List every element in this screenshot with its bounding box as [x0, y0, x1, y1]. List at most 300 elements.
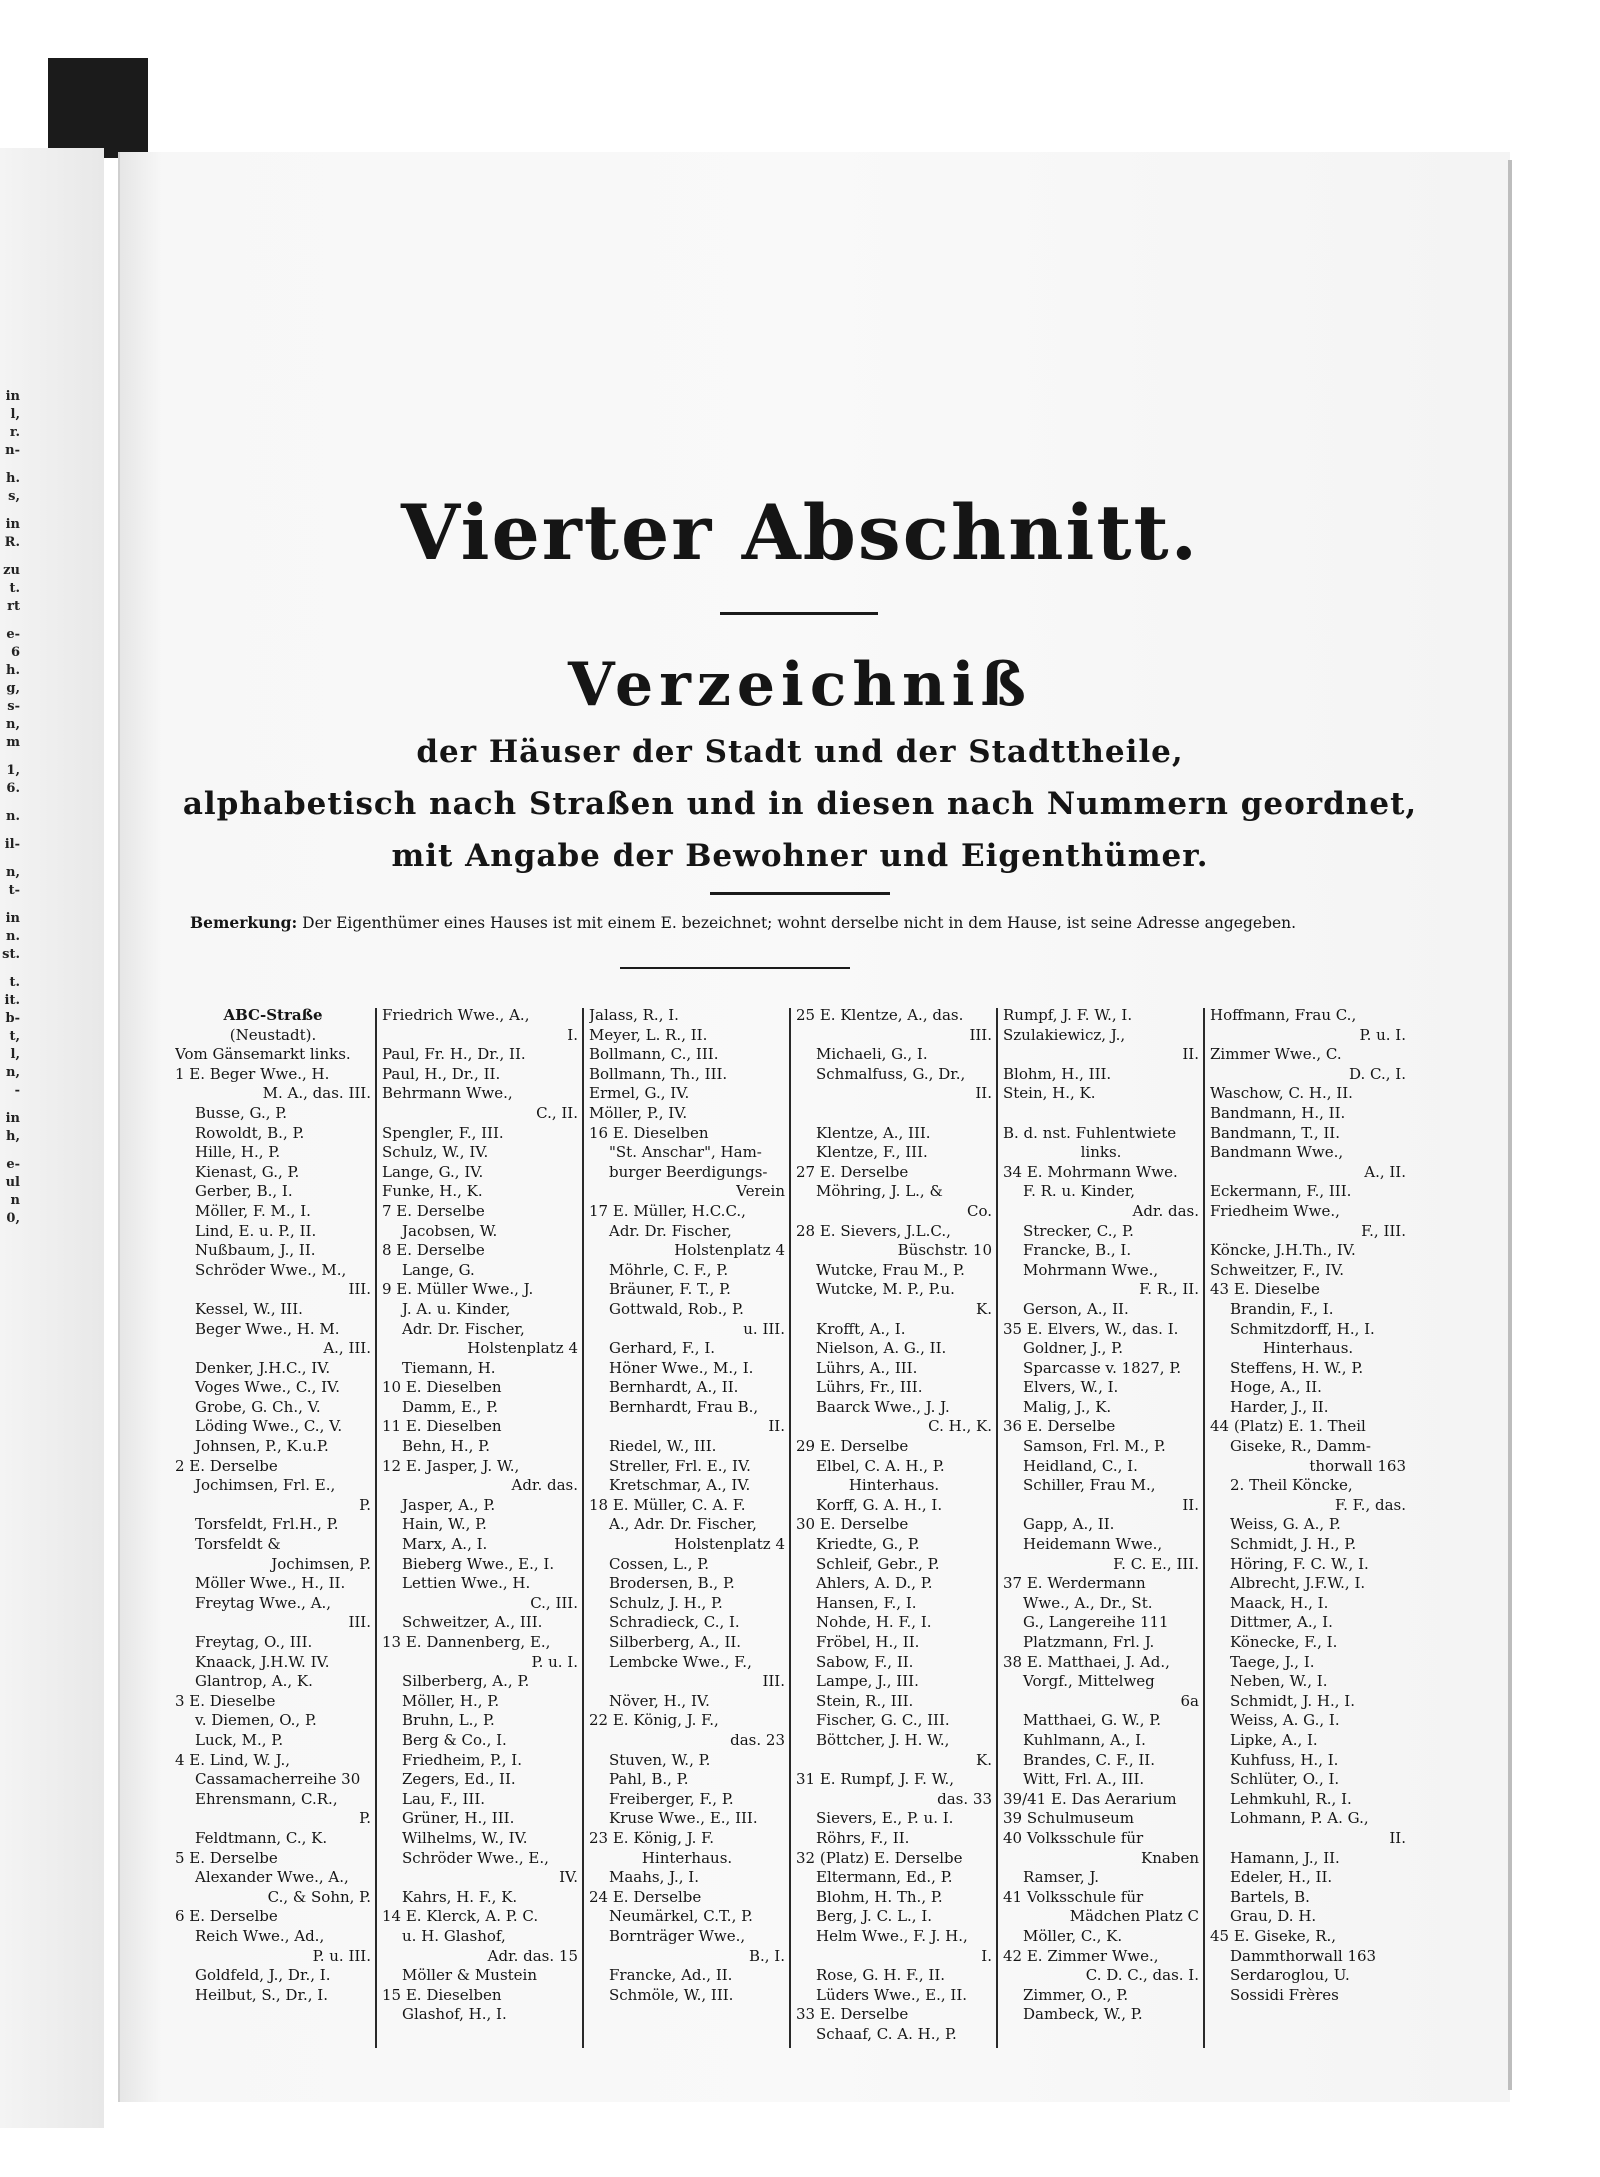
list-entry: 45 E. Giseke, R., — [1210, 1926, 1337, 1945]
list-entry: Adr. Dr. Fischer, — [402, 1319, 525, 1338]
list-entry: 1 E. Beger Wwe., H. — [175, 1064, 330, 1083]
list-entry: Lührs, Fr., III. — [816, 1378, 923, 1397]
list-entry: Schulz, J. H., P. — [609, 1593, 723, 1612]
list-entry: Maahs, J., I. — [609, 1868, 699, 1887]
list-entry: 6 E. Derselbe — [175, 1907, 278, 1926]
list-entry: Verein — [736, 1182, 785, 1201]
list-entry: Nohde, H. F., I. — [816, 1613, 932, 1632]
list-entry: Damm, E., P. — [402, 1397, 499, 1416]
fragment: 1, — [6, 763, 20, 778]
list-entry: Holstenplatz 4 — [674, 1241, 785, 1260]
list-entry: Bieberg Wwe., E., I. — [402, 1554, 555, 1573]
list-entry: Höring, F. C. W., I. — [1230, 1554, 1369, 1573]
list-entry: Taege, J., I. — [1230, 1652, 1315, 1671]
fragment — [0, 1100, 20, 1110]
list-entry: Ramser, J. — [1023, 1868, 1100, 1887]
list-entry: Hinterhaus. — [1262, 1339, 1354, 1358]
list-entry: Alexander Wwe., A., — [195, 1868, 349, 1887]
list-entry: 14 E. Klerck, A. P. C. — [382, 1907, 539, 1926]
list-entry: M. A., das. III. — [262, 1084, 371, 1103]
list-entry: Jasper, A., P. — [402, 1495, 496, 1514]
list-entry: thorwall 163 — [1309, 1456, 1406, 1475]
list-entry: Tiemann, H. — [402, 1358, 496, 1377]
fragment — [0, 1146, 20, 1156]
list-entry: 23 E. König, J. F. — [589, 1828, 714, 1847]
list-entry: Növer, H., IV. — [609, 1691, 710, 1710]
list-entry: Lange, G. — [402, 1260, 475, 1279]
list-entry: 16 E. Dieselben — [589, 1123, 709, 1142]
list-entry: Malig, J., K. — [1023, 1397, 1112, 1416]
list-entry: 42 E. Zimmer Wwe., — [1003, 1946, 1159, 1965]
list-entry: 5 E. Derselbe — [175, 1848, 278, 1867]
column-1 — [175, 1006, 371, 2051]
list-entry: Schmidt, J. H., P. — [1230, 1535, 1357, 1554]
list-entry: A., Adr. Dr. Fischer, — [609, 1515, 757, 1534]
list-entry: Hamann, J., II. — [1230, 1848, 1340, 1867]
list-entry: F., III. — [1361, 1221, 1406, 1240]
list-entry: Löding Wwe., C., V. — [195, 1417, 343, 1436]
remark — [190, 912, 1410, 934]
fragment — [0, 616, 20, 626]
list-entry: Baarck Wwe., J. J. — [816, 1397, 950, 1416]
list-entry: Cossen, L., P. — [609, 1554, 710, 1573]
list-entry: 36 E. Derselbe — [1003, 1417, 1116, 1436]
list-entry: Lehmkuhl, R., I. — [1230, 1789, 1352, 1808]
description-line-2: alphabetisch nach Straßen und in diesen nach Nummern geordnet, — [182, 786, 1418, 822]
list-entry: Stein, H., K. — [1003, 1084, 1096, 1103]
list-entry: 25 E. Klentze, A., das. — [796, 1006, 964, 1024]
list-entry: Co. — [966, 1201, 992, 1220]
list-entry: 43 E. Dieselbe — [1210, 1280, 1320, 1299]
fragment: b- — [5, 1011, 20, 1026]
list-entry: Gapp, A., II. — [1023, 1515, 1115, 1534]
list-entry: Edeler, H., II. — [1230, 1868, 1333, 1887]
list-entry: Bernhardt, A., II. — [609, 1378, 739, 1397]
fragment: l, — [10, 1047, 20, 1062]
list-entry: Lembcke Wwe., F., — [609, 1652, 752, 1671]
fragment — [0, 826, 20, 836]
list-entry: Böttcher, J. H. W., — [816, 1730, 950, 1749]
list-entry: Dammthorwall 163 — [1230, 1946, 1377, 1965]
fragment: in — [5, 1111, 20, 1126]
list-entry: Wutcke, Frau M., P. — [816, 1260, 965, 1279]
list-entry: Lipke, A., I. — [1230, 1730, 1318, 1749]
list-entry: Röhrs, F., II. — [816, 1828, 910, 1847]
list-entry: F. R. u. Kinder, — [1023, 1182, 1136, 1201]
fragment: il- — [4, 837, 20, 852]
list-entry: Serdaroglou, U. — [1230, 1966, 1350, 1985]
list-entry: Brandin, F., I. — [1230, 1299, 1334, 1318]
list-entry: Bollmann, C., III. — [589, 1045, 719, 1064]
list-entry: III. — [348, 1613, 371, 1632]
list-entry: Johnsen, P., K.u.P. — [195, 1437, 329, 1456]
list-entry: Gottwald, Rob., P. — [609, 1299, 744, 1318]
list-entry: Feldtmann, C., K. — [195, 1828, 328, 1847]
list-entry: Zimmer Wwe., C. — [1210, 1045, 1342, 1064]
list-entry: Fischer, G. C., III. — [816, 1711, 950, 1730]
fragment: zu — [3, 563, 20, 578]
list-entry: Hinterhaus. — [641, 1848, 733, 1867]
column-3 — [589, 1006, 785, 2051]
list-entry: D. C., I. — [1349, 1064, 1406, 1083]
list-entry: Bernhardt, Frau B., — [609, 1397, 759, 1416]
list-entry: III. — [969, 1025, 992, 1044]
list-entry: Weiss, G. A., P. — [1230, 1515, 1341, 1534]
list-entry: P. u. I. — [1359, 1025, 1406, 1044]
list-entry: Kretschmar, A., IV. — [609, 1476, 751, 1495]
list-entry: Fröbel, H., II. — [816, 1633, 920, 1651]
list-entry: 37 E. Werdermann — [1003, 1574, 1146, 1593]
list-entry: III. — [762, 1672, 785, 1691]
list-entry: Lettien Wwe., H. — [402, 1574, 531, 1593]
list-entry: Hoffmann, Frau C., — [1210, 1006, 1357, 1024]
list-entry: Brodersen, B., P. — [609, 1574, 735, 1593]
list-entry: Jalass, R., I. — [589, 1006, 679, 1024]
list-entry: Kienast, G., P. — [195, 1162, 300, 1181]
fragment: it. — [4, 993, 20, 1008]
fragment: t. — [9, 581, 20, 596]
list-entry: Bandmann Wwe., — [1210, 1143, 1344, 1162]
fragment: 0, — [6, 1211, 20, 1226]
fragment: r. — [9, 425, 20, 440]
list-entry: Gerhard, F., I. — [609, 1339, 716, 1358]
description-rule — [710, 892, 890, 895]
list-entry: Denker, J.H.C., IV. — [195, 1358, 331, 1377]
list-entry: Möller, H., P. — [402, 1691, 500, 1710]
list-entry: Schmöle, W., III. — [609, 1985, 734, 2004]
list-entry: Gerson, A., II. — [1023, 1299, 1129, 1318]
list-entry: 10 E. Dieselben — [382, 1378, 502, 1397]
list-entry: 6a — [1180, 1691, 1199, 1710]
fragment: rt — [7, 599, 20, 614]
fragment: n, — [6, 865, 20, 880]
list-entry: Höner Wwe., M., I. — [609, 1358, 754, 1377]
list-entry: links. — [1080, 1143, 1122, 1162]
list-entry: C., II. — [536, 1103, 578, 1122]
list-entry: Harder, J., II. — [1230, 1397, 1329, 1416]
list-entry: Eltermann, Ed., P. — [816, 1868, 953, 1887]
list-entry: Glantrop, A., K. — [195, 1672, 313, 1691]
list-entry: Schiller, Frau M., — [1023, 1476, 1156, 1495]
list-entry: Wutcke, M. P., P.u. — [816, 1280, 955, 1299]
list-entry: Grau, D. H. — [1230, 1907, 1317, 1926]
list-entry: Zegers, Ed., II. — [402, 1770, 516, 1789]
fragment: l, — [10, 407, 20, 422]
title-rule — [720, 612, 878, 615]
list-entry: 30 E. Derselbe — [796, 1515, 909, 1534]
remark-text: Der Eigenthümer eines Hauses ist mit einem E. bezeichnet; wohnt derselbe nicht in dem Hause, ist seine Adresse angegeben. — [302, 914, 1297, 932]
fragment: n, — [6, 717, 20, 732]
list-entry: Glashof, H., I. — [402, 2005, 507, 2024]
list-entry: Kessel, W., III. — [195, 1299, 303, 1318]
list-entry: Riedel, W., III. — [609, 1437, 717, 1456]
list-entry: 31 E. Rumpf, J. F. W., — [796, 1770, 954, 1789]
column-6 — [1210, 1006, 1406, 2051]
fragment: ul — [5, 1175, 20, 1190]
list-entry: Luck, M., P. — [195, 1730, 284, 1749]
list-entry: das. 33 — [937, 1789, 992, 1808]
list-entry: Büschstr. 10 — [897, 1241, 992, 1260]
fragment: n. — [6, 929, 20, 944]
list-entry: F. R., II. — [1139, 1280, 1199, 1299]
register-heading: Verzeichniß — [567, 650, 1033, 720]
fragment: s, — [8, 489, 20, 504]
list-entry: Hain, W., P. — [402, 1515, 487, 1534]
list-entry: P. u. III. — [312, 1946, 371, 1965]
list-entry: Kahrs, H. F., K. — [402, 1887, 518, 1906]
fragment: t, — [9, 1029, 20, 1044]
list-entry: Bartels, B. — [1230, 1887, 1310, 1906]
list-entry: K. — [976, 1299, 992, 1318]
list-entry: Platzmann, Frl. J. — [1023, 1633, 1155, 1651]
list-entry: Francke, B., I. — [1023, 1241, 1132, 1260]
list-entry: Funke, H., K. — [382, 1182, 483, 1201]
fragment: t. — [9, 975, 20, 990]
fragment: g, — [6, 681, 20, 696]
list-entry: Zimmer, O., P. — [1023, 1985, 1129, 2004]
list-entry: Matthaei, G. W., P. — [1023, 1711, 1162, 1730]
list-entry: Francke, Ad., II. — [609, 1966, 733, 1985]
list-entry: Silberberg, A., P. — [402, 1672, 530, 1691]
list-entry: 33 E. Derselbe — [796, 2005, 909, 2024]
list-entry: Brandes, C. F., II. — [1023, 1750, 1155, 1769]
list-entry: Lampe, J., III. — [816, 1672, 919, 1691]
list-entry: Lind, E. u. P., II. — [195, 1221, 317, 1240]
list-entry: Neumärkel, C.T., P. — [609, 1907, 753, 1926]
list-entry: Friedrich Wwe., A., — [382, 1006, 530, 1024]
list-entry: P. u. I. — [531, 1652, 578, 1671]
list-entry: A., III. — [323, 1339, 371, 1358]
list-entry: Lange, G., IV. — [382, 1162, 484, 1181]
list-entry: Möhrle, C. F., P. — [609, 1260, 729, 1279]
list-entry: Adr. das. 15 — [487, 1946, 578, 1965]
list-entry: Krofft, A., I. — [816, 1319, 906, 1338]
fragment: m — [6, 735, 20, 750]
book-spine — [48, 58, 148, 158]
list-entry: Korff, G. A. H., I. — [816, 1495, 943, 1514]
list-entry: 11 E. Dieselben — [382, 1417, 502, 1436]
list-entry: Freytag, O., III. — [195, 1633, 313, 1651]
list-entry: 2. Theil Köncke, — [1230, 1476, 1353, 1495]
list-entry: Cassamacherreihe 30 — [195, 1770, 361, 1789]
address-columns — [175, 1006, 1415, 2051]
fragment: h, — [6, 1129, 20, 1144]
list-entry: Maack, H., I. — [1230, 1593, 1329, 1612]
list-entry: C. D. C., das. I. — [1085, 1966, 1199, 1985]
list-entry: Ermel, G., IV. — [589, 1084, 690, 1103]
list-entry: Behrmann Wwe., — [382, 1084, 513, 1103]
list-entry: Goldner, J., P. — [1023, 1339, 1123, 1358]
fragment: in — [5, 911, 20, 926]
list-entry: C., & Sohn, P. — [267, 1887, 371, 1906]
list-entry: C. H., K. — [928, 1417, 992, 1436]
list-entry: Möller, C., K. — [1023, 1926, 1123, 1945]
list-entry: I. — [567, 1025, 578, 1044]
list-entry: J. A. u. Kinder, — [402, 1299, 511, 1318]
list-entry: u. H. Glashof, — [402, 1926, 506, 1945]
list-entry: P. — [359, 1495, 371, 1514]
list-entry: K. — [976, 1750, 992, 1769]
list-entry: Reich Wwe., Ad., — [195, 1926, 325, 1945]
list-entry: Bandmann, H., II. — [1210, 1103, 1346, 1122]
list-entry: Bräuner, F. T., P. — [609, 1280, 731, 1299]
list-entry: Freytag Wwe., A., — [195, 1593, 332, 1612]
list-entry: Jochimsen, P. — [271, 1554, 371, 1573]
list-entry: Witt, Frl. A., III. — [1023, 1770, 1145, 1789]
list-entry: 29 E. Derselbe — [796, 1437, 909, 1456]
list-entry: 8 E. Derselbe — [382, 1241, 485, 1260]
list-entry: 35 E. Elvers, W., das. I. — [1003, 1319, 1179, 1338]
list-entry: Mohrmann Wwe., — [1023, 1260, 1159, 1279]
list-entry: Holstenplatz 4 — [674, 1535, 785, 1554]
list-entry: Möller Wwe., H., II. — [195, 1574, 346, 1593]
list-entry: 28 E. Sievers, J.L.C., — [796, 1221, 951, 1240]
list-entry: (Neustadt). — [229, 1025, 317, 1044]
list-entry: Paul, Fr. H., Dr., II. — [382, 1045, 526, 1064]
list-entry: Bornträger Wwe., — [609, 1926, 746, 1945]
list-entry: Elvers, W., I. — [1023, 1378, 1119, 1397]
fragment: h. — [6, 663, 20, 678]
list-entry: Helm Wwe., F. J. H., — [816, 1926, 968, 1945]
list-entry: Möller, F. M., I. — [195, 1201, 311, 1220]
list-entry: 12 E. Jasper, J. W., — [382, 1456, 520, 1475]
list-entry — [796, 1104, 992, 1124]
list-entry: Elbel, C. A. H., P. — [816, 1456, 945, 1475]
remark-rule — [620, 967, 850, 969]
list-entry: Rose, G. H. F., II. — [816, 1966, 946, 1985]
list-entry: 13 E. Dannenberg, E., — [382, 1633, 551, 1651]
list-entry: Szulakiewicz, J., — [1003, 1025, 1126, 1044]
list-entry: Heidemann Wwe., — [1023, 1535, 1163, 1554]
list-entry: Beger Wwe., H. M. — [195, 1319, 340, 1338]
list-entry: Behn, H., P. — [402, 1437, 490, 1456]
list-entry: Schleif, Gebr., P. — [816, 1554, 940, 1573]
list-entry — [1003, 1104, 1199, 1124]
list-entry: Möhring, J. L., & — [816, 1182, 943, 1201]
list-entry: Sossidi Frères — [1230, 1985, 1339, 2004]
list-entry: Schmidt, J. H., I. — [1230, 1691, 1355, 1710]
list-entry: Dambeck, W., P. — [1023, 2005, 1143, 2024]
list-entry: Freiberger, F., P. — [609, 1789, 734, 1808]
list-entry: Jacobsen, W. — [402, 1221, 498, 1240]
list-entry: C., III. — [530, 1593, 578, 1612]
list-entry: Berg & Co., I. — [402, 1730, 507, 1749]
list-entry: Schradieck, C., I. — [609, 1613, 740, 1632]
list-entry: Adr. das. — [1132, 1201, 1199, 1220]
list-entry: Sievers, E., P. u. I. — [816, 1809, 954, 1828]
list-entry: Schröder Wwe., E., — [402, 1848, 549, 1867]
fragment: 6. — [6, 781, 20, 796]
list-entry: Adr. Dr. Fischer, — [609, 1221, 732, 1240]
list-entry: Kuhfuss, H., I. — [1230, 1750, 1339, 1769]
list-entry: Kriedte, G., P. — [816, 1535, 920, 1554]
fragment: 6 — [10, 645, 20, 660]
list-entry: Heidland, C., I. — [1023, 1456, 1138, 1475]
list-entry: A., II. — [1364, 1162, 1406, 1181]
list-entry: Silberberg, A., II. — [609, 1633, 742, 1651]
list-entry: 34 E. Mohrmann Wwe. — [1003, 1162, 1178, 1181]
list-entry: Vorgf., Mittelweg — [1023, 1672, 1155, 1691]
list-entry: F. C. E., III. — [1113, 1554, 1199, 1573]
list-entry: II. — [1182, 1495, 1199, 1514]
list-entry: 4 E. Lind, W. J., — [175, 1750, 291, 1769]
list-entry: 15 E. Dieselben — [382, 1985, 502, 2004]
fragment: e- — [6, 1157, 20, 1172]
list-entry: Blohm, H., III. — [1003, 1064, 1112, 1083]
column-divider-3 — [789, 1008, 791, 2048]
list-entry: B. d. nst. Fuhlentwiete — [1003, 1123, 1177, 1142]
list-entry: Friedheim, P., I. — [402, 1750, 522, 1769]
column-4 — [796, 1006, 992, 2051]
description-line-3: mit Angabe der Bewohner und Eigenthümer. — [391, 838, 1209, 874]
list-entry: Voges Wwe., C., IV. — [195, 1378, 341, 1397]
list-entry: B., I. — [748, 1946, 785, 1965]
fragment: - — [14, 1083, 20, 1098]
fragment — [0, 964, 20, 974]
list-entry: 39/41 E. Das Aerarium — [1003, 1789, 1177, 1808]
list-entry: 2 E. Derselbe — [175, 1456, 278, 1475]
list-entry: 22 E. König, J. F., — [589, 1711, 719, 1730]
list-entry: Kuhlmann, A., I. — [1023, 1730, 1146, 1749]
list-entry: Schweitzer, F., IV. — [1210, 1260, 1344, 1279]
list-entry: P. — [359, 1809, 371, 1828]
fragment — [0, 900, 20, 910]
list-entry: Stuven, W., P. — [609, 1750, 711, 1769]
previous-page-edge — [0, 148, 104, 2128]
list-entry: Spengler, F., III. — [382, 1123, 504, 1142]
list-entry: Wwe., A., Dr., St. — [1023, 1593, 1153, 1612]
list-entry: Knaack, J.H.W. IV. — [195, 1652, 330, 1671]
list-entry: Stein, R., III. — [816, 1691, 914, 1710]
list-entry: Waschow, C. H., II. — [1210, 1084, 1353, 1103]
page-edge-shadow — [1508, 160, 1512, 2090]
list-entry: Friedheim Wwe., — [1210, 1201, 1340, 1220]
list-entry: Bollmann, Th., III. — [589, 1064, 728, 1083]
list-entry: Steffens, H. W., P. — [1230, 1358, 1364, 1377]
list-entry: "St. Anschar", Ham- — [609, 1143, 762, 1162]
list-entry: 9 E. Müller Wwe., J. — [382, 1280, 534, 1299]
column-divider-4 — [996, 1008, 998, 2048]
list-entry: Schlüter, O., I. — [1230, 1770, 1340, 1789]
remark-label: Bemerkung: — [190, 913, 298, 932]
list-entry: Lüders Wwe., E., II. — [816, 1985, 968, 2004]
list-entry: Nußbaum, J., II. — [195, 1241, 316, 1260]
list-entry: Blohm, H. Th., P. — [816, 1887, 943, 1906]
fragment: n, — [6, 1065, 20, 1080]
list-entry: Hinterhaus. — [848, 1476, 940, 1495]
list-entry: 17 E. Müller, H.C.C., — [589, 1201, 746, 1220]
list-entry: Schmalfuss, G., Dr., — [816, 1064, 966, 1083]
fragment: in — [5, 517, 20, 532]
list-entry: Wilhelms, W., IV. — [402, 1828, 528, 1847]
list-entry: Berg, J. C. L., I. — [816, 1907, 933, 1926]
list-entry: Paul, H., Dr., II. — [382, 1064, 501, 1083]
list-entry: Lohmann, P. A. G., — [1230, 1809, 1369, 1828]
list-entry: Eckermann, F., III. — [1210, 1182, 1352, 1201]
list-entry: Adr. das. — [511, 1476, 578, 1495]
list-entry: Lau, F., III. — [402, 1789, 486, 1808]
list-entry: Möller & Mustein — [402, 1966, 537, 1985]
list-entry: Weiss, A. G., I. — [1230, 1711, 1340, 1730]
column-divider-2 — [582, 1008, 584, 2048]
list-entry: Hille, H., P. — [195, 1143, 281, 1162]
list-entry: IV. — [559, 1868, 578, 1887]
list-entry: 44 (Platz) E. 1. Theil — [1210, 1417, 1366, 1436]
list-entry: Kruse Wwe., E., III. — [609, 1809, 758, 1828]
list-entry: 38 E. Matthaei, J. Ad., — [1003, 1652, 1170, 1671]
list-entry: 41 Volksschule für — [1003, 1887, 1144, 1906]
fragment: h. — [6, 471, 20, 486]
